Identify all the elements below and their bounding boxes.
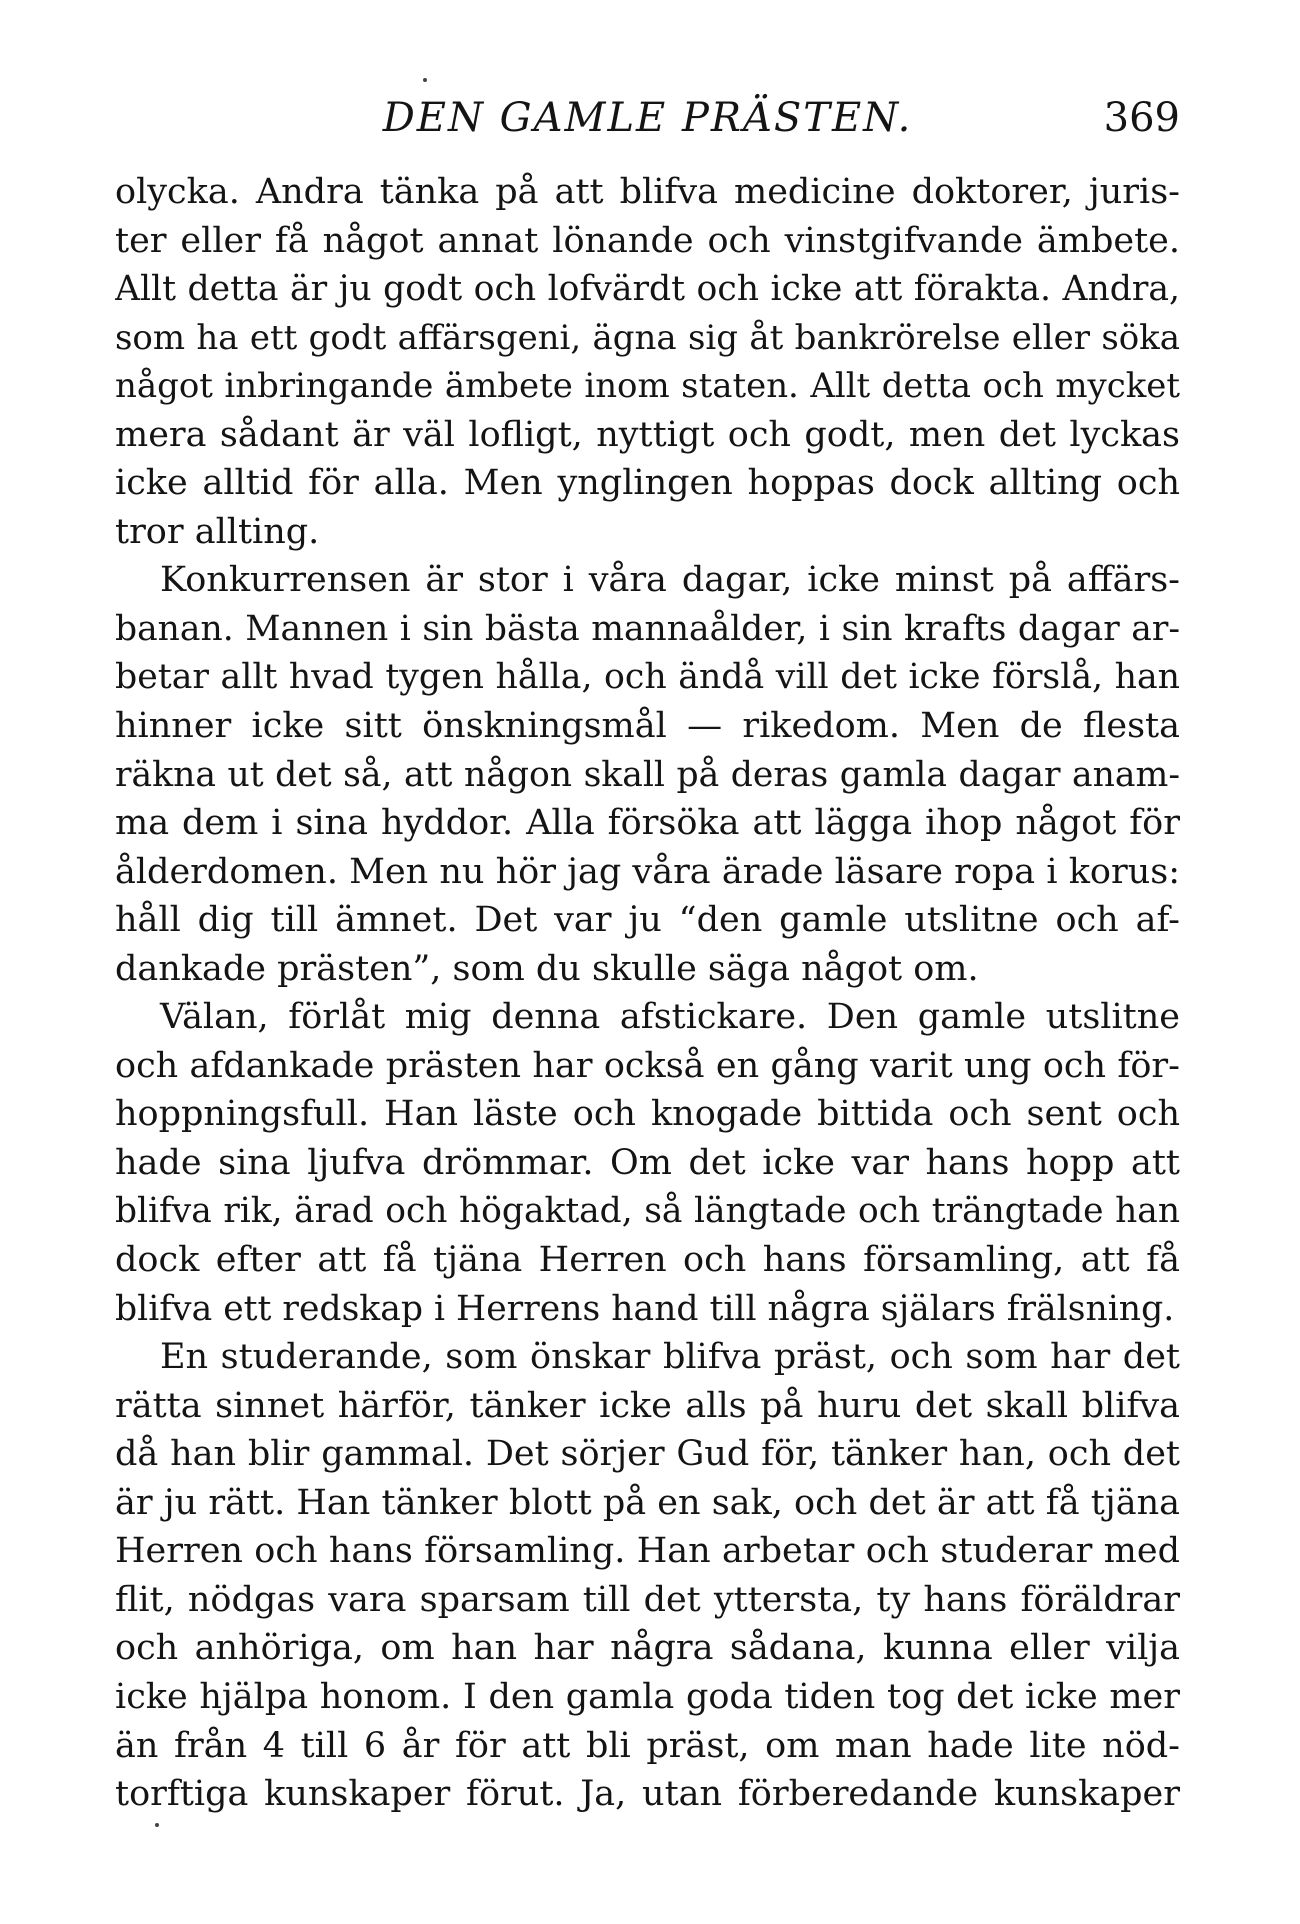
text-line: dankade prästen”, som du skulle säga något om. bbox=[115, 948, 979, 989]
text-line: banan. Mannen i sin bästa mannaålder, i sin krafts dagar ar- bbox=[115, 608, 1180, 649]
text-line: räkna ut det så, att någon skall på deras gamla dagar anam- bbox=[115, 754, 1180, 795]
text-line: Allt detta är ju godt och lofvärdt och icke att förakta. Andra, bbox=[115, 269, 1180, 310]
print-speck bbox=[423, 78, 427, 82]
text-line: ma dem i sina hyddor. Alla försöka att lägga ihop något för bbox=[115, 803, 1180, 844]
text-line: blifva rik, ärad och högaktad, så längtade och trängtade han bbox=[115, 1191, 1180, 1232]
text-line: dock efter att få tjäna Herren och hans församling, att få bbox=[115, 1240, 1180, 1281]
text-line: då han blir gammal. Det sörjer Gud för, tänker han, och det bbox=[115, 1434, 1180, 1475]
text-line: något inbringande ämbete inom staten. Allt detta och mycket bbox=[115, 366, 1180, 407]
page-number: 369 bbox=[1103, 95, 1180, 141]
text-line: torftiga kunskaper förut. Ja, utan förberedande kunskaper bbox=[115, 1774, 1180, 1815]
text-line: flit, nödgas vara sparsam till det yttersta, ty hans föräldrar bbox=[115, 1579, 1180, 1620]
text-line: håll dig till ämnet. Det var ju “den gamle utslitne och af- bbox=[115, 900, 1180, 941]
text-line: olycka. Andra tänka på att blifva medicine doktorer, juris- bbox=[115, 172, 1180, 212]
text-line: Konkurrensen är stor i våra dagar, icke minst på affärs- bbox=[160, 560, 1180, 601]
text-line: En studerande, som önskar blifva präst, och som har det bbox=[160, 1337, 1180, 1378]
text-line: icke hjälpa honom. I den gamla goda tiden tog det icke mer bbox=[115, 1676, 1180, 1717]
running-title: DEN GAMLE PRÄSTEN. bbox=[382, 95, 913, 141]
text-line: som ha ett godt affärsgeni, ägna sig åt bankrörelse eller söka bbox=[115, 317, 1180, 358]
body-text bbox=[115, 168, 1180, 1819]
text-line: och afdankade prästen har också en gång varit ung och för- bbox=[115, 1045, 1180, 1086]
text-line: mera sådant är väl lofligt, nyttigt och godt, men det lyckas bbox=[115, 414, 1180, 455]
text-line: rätta sinnet härför, tänker icke alls på huru det skall blifva bbox=[115, 1385, 1180, 1426]
text-line: Herren och hans församling. Han arbetar och studerar med bbox=[115, 1531, 1180, 1572]
page-header bbox=[115, 88, 1180, 148]
text-line: är ju rätt. Han tänker blott på en sak, och det är att få tjäna bbox=[115, 1482, 1180, 1523]
text-line: hade sina ljufva drömmar. Om det icke var hans hopp att bbox=[115, 1142, 1180, 1183]
text-line: icke alltid för alla. Men ynglingen hoppas dock allting och bbox=[115, 463, 1180, 504]
text-line: blifva ett redskap i Herrens hand till några själars frälsning. bbox=[115, 1288, 1175, 1329]
text-line: tror allting. bbox=[115, 511, 320, 552]
text-line: betar allt hvad tygen hålla, och ändå vill det icke förslå, han bbox=[115, 657, 1180, 698]
print-speck bbox=[155, 1823, 159, 1827]
text-line: än från 4 till 6 år för att bli präst, om man hade lite nöd- bbox=[115, 1725, 1180, 1766]
text-line: hinner icke sitt önskningsmål — rikedom. Men de flesta bbox=[115, 706, 1180, 747]
text-line: ter eller få något annat lönande och vinstgifvande ämbete. bbox=[115, 220, 1180, 261]
text-line: och anhöriga, om han har några sådana, kunna eller vilja bbox=[115, 1628, 1180, 1669]
text-line: ålderdomen. Men nu hör jag våra ärade läsare ropa i korus: bbox=[115, 851, 1180, 892]
text-line: Välan, förlåt mig denna afstickare. Den gamle utslitne bbox=[160, 997, 1180, 1038]
text-line: hoppningsfull. Han läste och knogade bittida och sent och bbox=[115, 1094, 1180, 1135]
